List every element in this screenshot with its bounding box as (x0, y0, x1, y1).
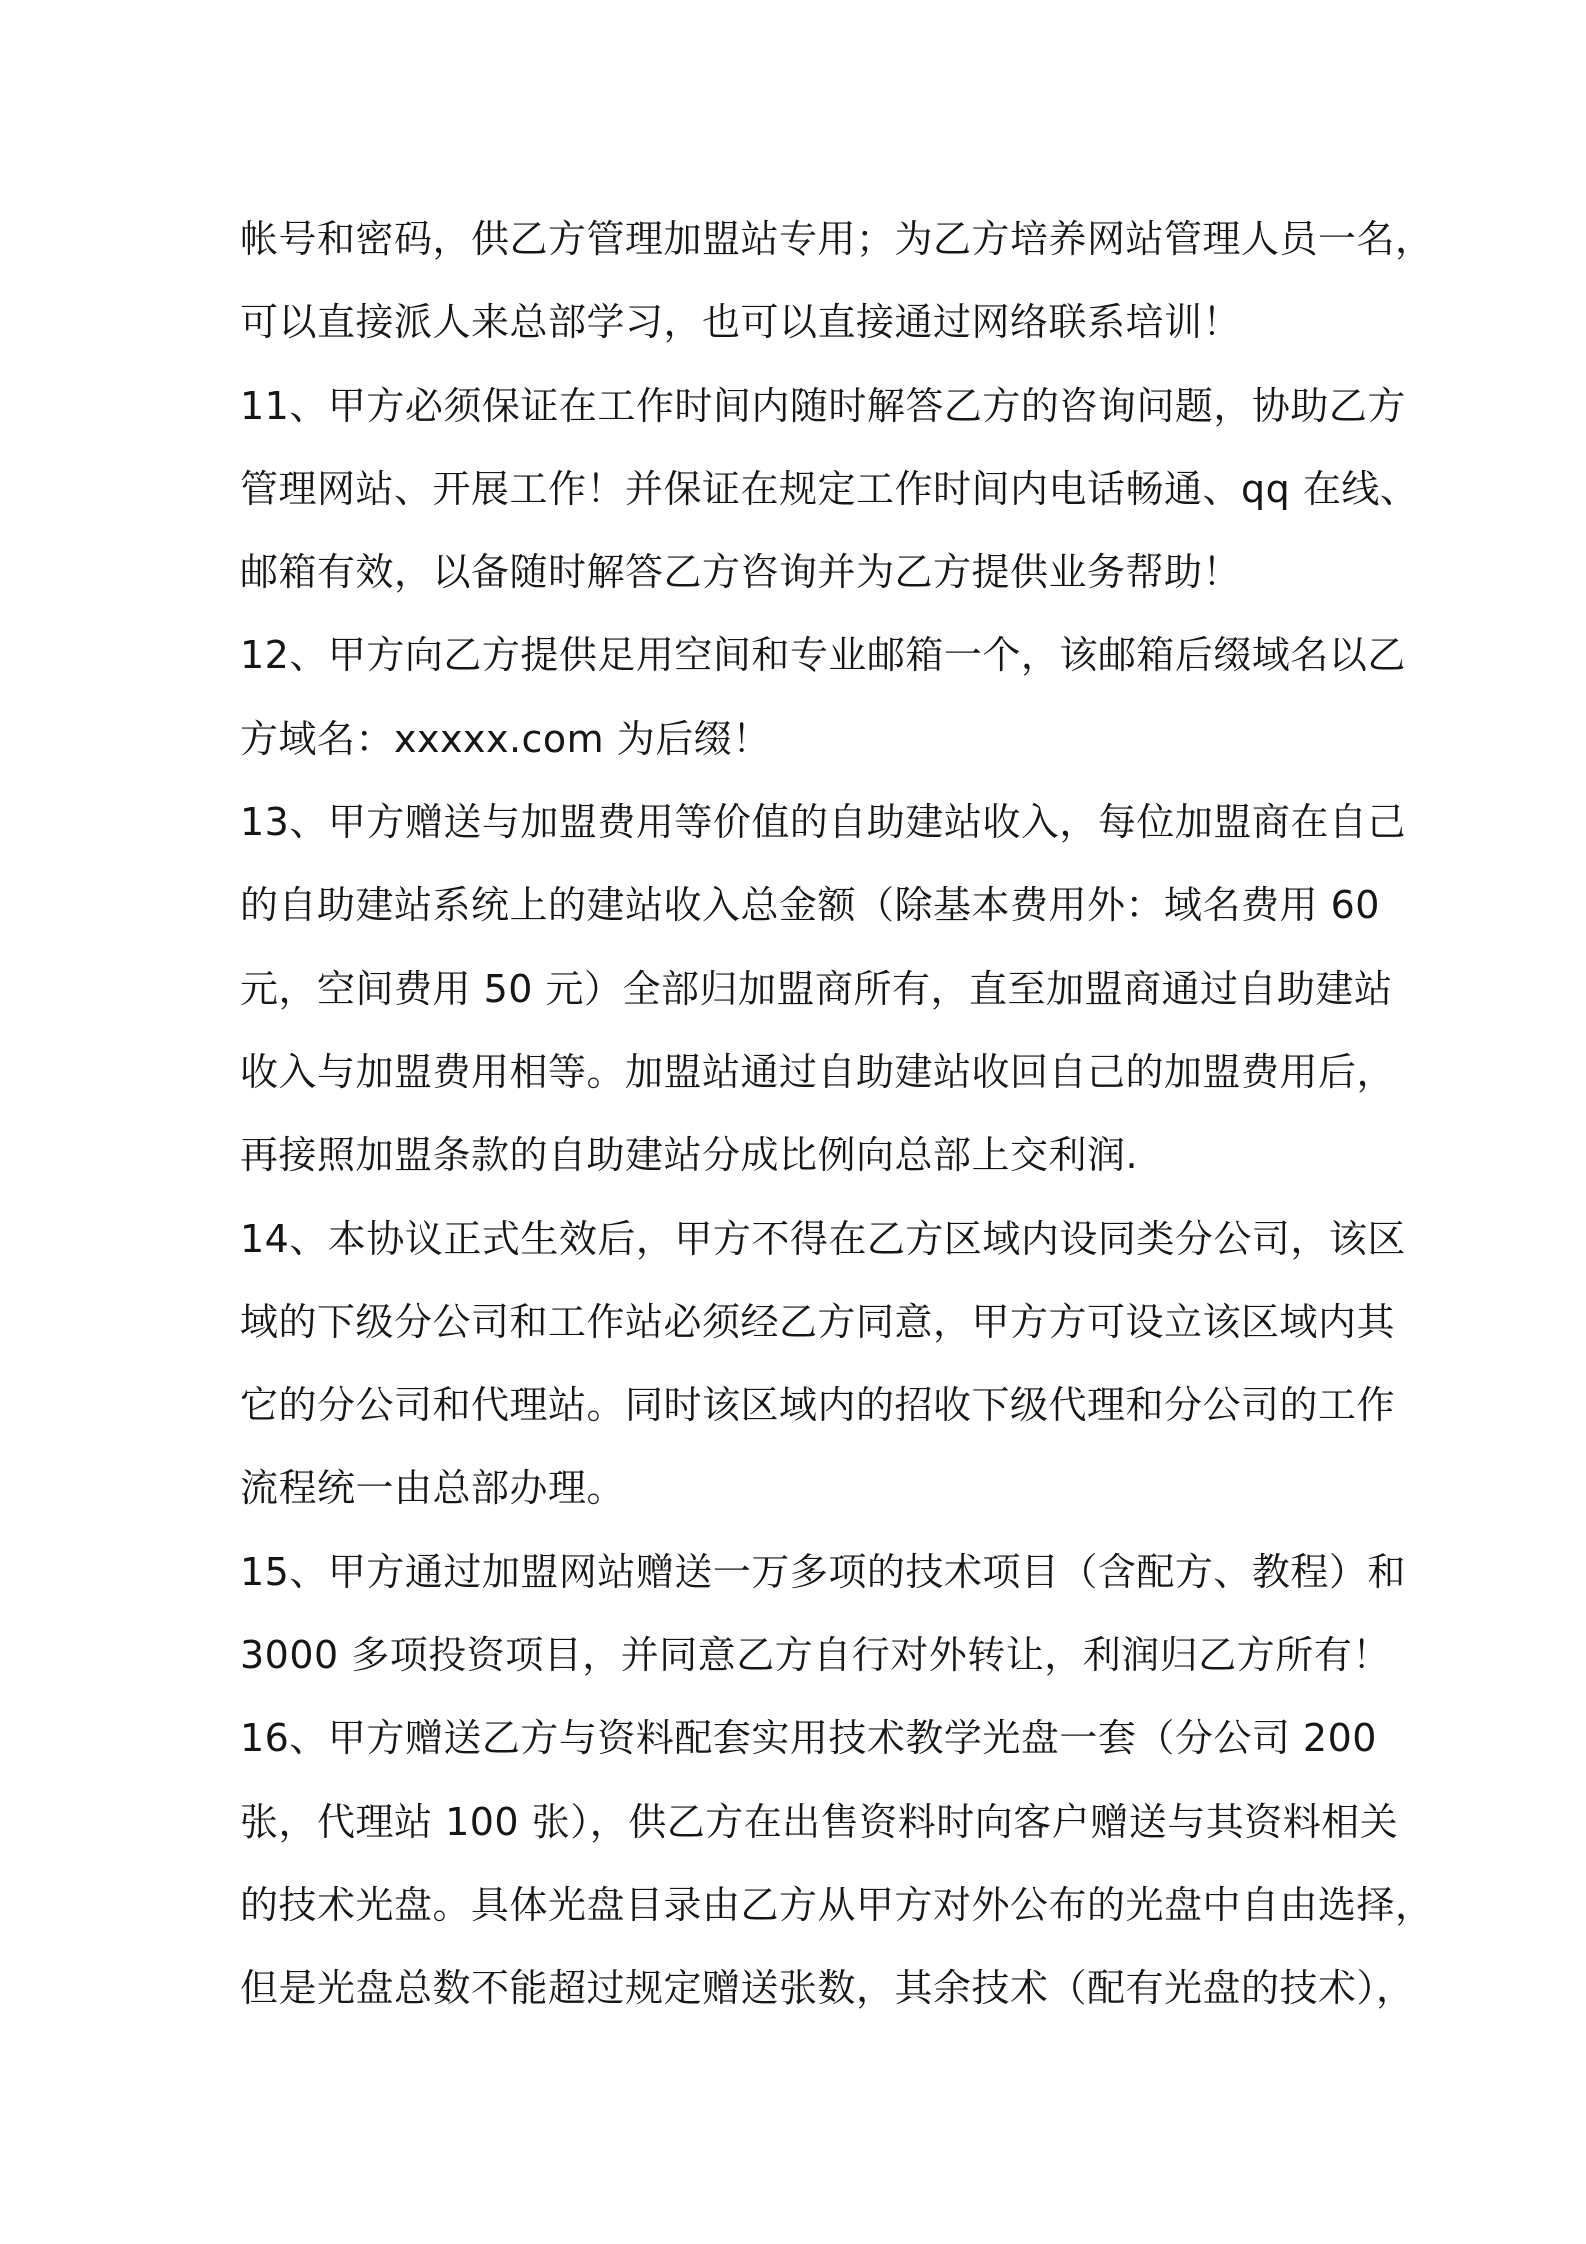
text-line: 管理网站、开展工作！并保证在规定工作时间内电话畅通、qq 在线、 (240, 466, 1419, 511)
text-line: 收入与加盟费用相等。加盟站通过自助建站收回自己的加盟费用后， (240, 1049, 1396, 1094)
text-line: 14、本协议正式生效后，甲方不得在乙方区域内设同类分公司，该区 (240, 1216, 1406, 1261)
text-line: 的技术光盘。具体光盘目录由乙方从甲方对外公布的光盘中自由选择， (240, 1882, 1434, 1927)
text-line: 12、甲方向乙方提供足用空间和专业邮箱一个，该邮箱后缀域名以乙 (240, 633, 1406, 678)
text-line: 再接照加盟条款的自助建站分成比例向总部上交利润. (240, 1133, 1139, 1178)
text-line: 元，空间费用 50 元）全部归加盟商所有，直至加盟商通过自助建站 (240, 966, 1393, 1011)
text-line: 它的分公司和代理站。同时该区域内的招收下级代理和分公司的工作 (240, 1383, 1396, 1428)
text-line: 11、甲方必须保证在工作时间内随时解答乙方的咨询问题，协助乙方 (240, 383, 1406, 428)
text-line: 的自助建站系统上的建站收入总金额（除基本费用外：域名费用 60 (240, 883, 1380, 928)
text-line: 3000 多项投资项目，并同意乙方自行对外转让，利润归乙方所有！ (240, 1633, 1391, 1678)
text-line: 邮箱有效，以备随时解答乙方咨询并为乙方提供业务帮助！ (240, 550, 1242, 595)
text-line: 但是光盘总数不能超过规定赠送张数，其余技术（配有光盘的技术）， (240, 1966, 1415, 2011)
text-line: 域的下级分公司和工作站必须经乙方同意，甲方方可设立该区域内其 (240, 1299, 1396, 1344)
document-body (240, 198, 1434, 2031)
text-line: 13、甲方赠送与加盟费用等价值的自助建站收入，每位加盟商在自己 (240, 800, 1406, 845)
text-line: 流程统一由总部办理。 (240, 1466, 626, 1511)
text-line: 15、甲方通过加盟网站赠送一万多项的技术项目（含配方、教程）和 (240, 1549, 1406, 1594)
text-line: 16、甲方赠送乙方与资料配套实用技术教学光盘一套（分公司 200 (240, 1716, 1377, 1761)
text-line: 方域名：xxxxx.com 为后缀！ (240, 716, 771, 761)
text-line: 可以直接派人来总部学习，也可以直接通过网络联系培训！ (240, 300, 1242, 345)
text-line: 张，代理站 100 张），供乙方在出售资料时向客户赠送与其资料相关 (240, 1799, 1399, 1844)
text-line: 帐号和密码，供乙方管理加盟站专用；为乙方培养网站管理人员一名， (240, 217, 1434, 261)
